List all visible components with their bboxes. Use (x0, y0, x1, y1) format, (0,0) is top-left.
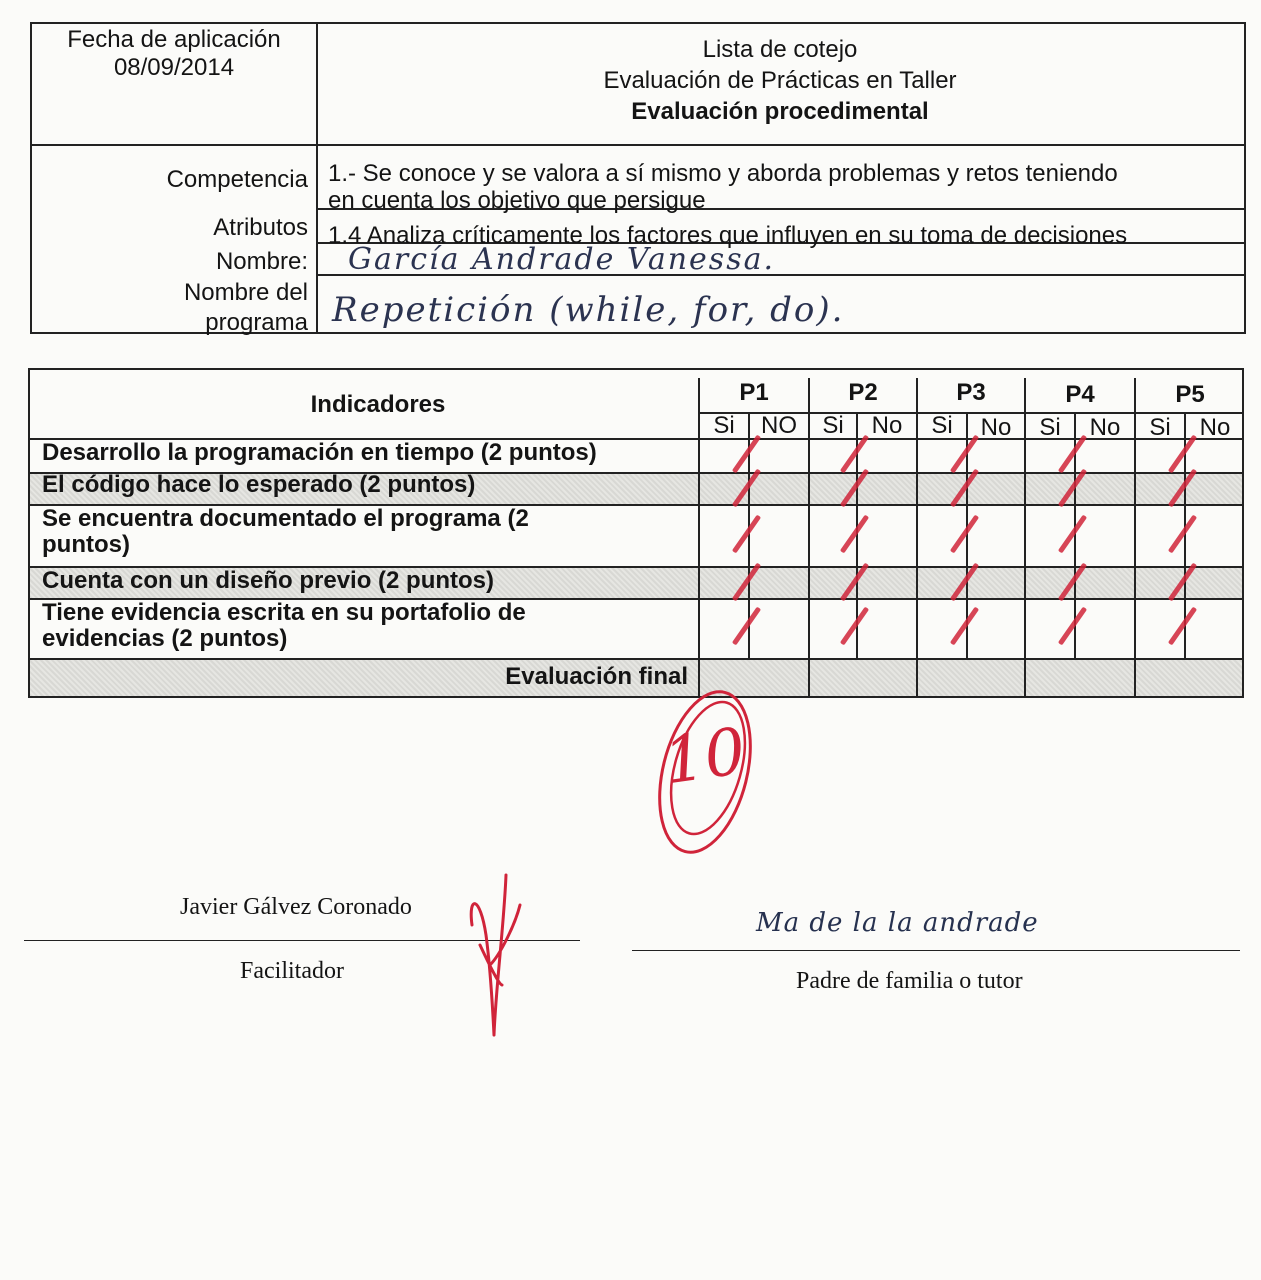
indicator-row-3-line2: puntos) (42, 531, 130, 558)
indicator-row-4 (42, 568, 692, 594)
p2-no: No (871, 412, 903, 439)
title-cell (316, 34, 1244, 127)
programa-label-line1: Nombre del (183, 279, 308, 306)
competencia-label: Competencia (166, 166, 308, 193)
programa-value: Repetición (while, for, do). (332, 290, 845, 330)
indicator-row-1-text: Desarrollo la programación en tiempo (2 puntos) (42, 439, 597, 466)
indicator-row-5 (42, 600, 692, 652)
p1-header: P1 (739, 379, 769, 406)
title-line3: Evaluación procedimental (631, 98, 929, 125)
p1-si: Si (713, 412, 735, 439)
p1-no: NO (761, 412, 797, 439)
competencia-line1: 1.- Se conoce y se valora a sí mismo y aborda problemas y retos teniendo (328, 160, 1118, 187)
p4-si: Si (1039, 414, 1061, 441)
p3-si: Si (931, 412, 953, 439)
facilitator-name: Javier Gálvez Coronado (180, 894, 412, 920)
indicator-row-5-line1: Tiene evidencia escrita en su portafolio de (42, 599, 526, 626)
p5-si: Si (1149, 414, 1171, 441)
parent-role: Padre de familia o tutor (796, 968, 1023, 994)
facilitator-signature (460, 865, 530, 1045)
p4-header: P4 (1065, 381, 1095, 408)
p4-no: No (1089, 414, 1121, 441)
p2-si: Si (822, 412, 844, 439)
indicator-row-2 (42, 472, 692, 498)
facilitator-role: Facilitador (240, 958, 344, 984)
fecha-value: 08/09/2014 (113, 54, 235, 81)
indicadores-header: Indicadores (310, 391, 446, 418)
title-line1: Lista de cotejo (702, 36, 858, 63)
atributos-value: 1.4 Analiza críticamente los factores que influyen en su toma de decisiones (328, 222, 1128, 249)
p5-no: No (1199, 414, 1231, 441)
indicator-row-4-text: Cuenta con un diseño previo (2 puntos) (42, 567, 495, 594)
competencia-line2: en cuenta los objetivo que persigue (328, 187, 706, 214)
programa-label-line2: programa (205, 309, 308, 336)
fecha-label: Fecha de aplicación (67, 26, 281, 53)
header-table (30, 22, 1246, 334)
indicator-row-3 (42, 506, 692, 558)
parent-line (632, 950, 1240, 951)
indicators-table (28, 368, 1244, 700)
p3-header: P3 (956, 379, 986, 406)
p2-header: P2 (848, 379, 878, 406)
indicator-row-3-line1: Se encuentra documentado el programa (2 (42, 505, 529, 532)
indicator-row-2-text: El código hace lo esperado (2 puntos) (42, 471, 476, 498)
competencia-value (328, 160, 1240, 214)
programa-label (32, 278, 308, 338)
grade-value: 10 (659, 714, 751, 800)
p5-header: P5 (1175, 381, 1205, 408)
nombre-value: García Andrade Vanessa. (348, 242, 776, 277)
final-evaluation-label: Evaluación final (505, 663, 688, 690)
p3-no: No (980, 414, 1012, 441)
fecha-cell (32, 26, 316, 82)
atributos-label: Atributos (213, 214, 308, 241)
nombre-label: Nombre: (215, 248, 308, 275)
title-line2: Evaluación de Prácticas en Taller (603, 67, 957, 94)
indicator-row-1 (42, 440, 692, 466)
indicator-row-5-line2: evidencias (2 puntos) (42, 625, 288, 652)
parent-signature: Ma de la la andrade (756, 908, 1039, 938)
